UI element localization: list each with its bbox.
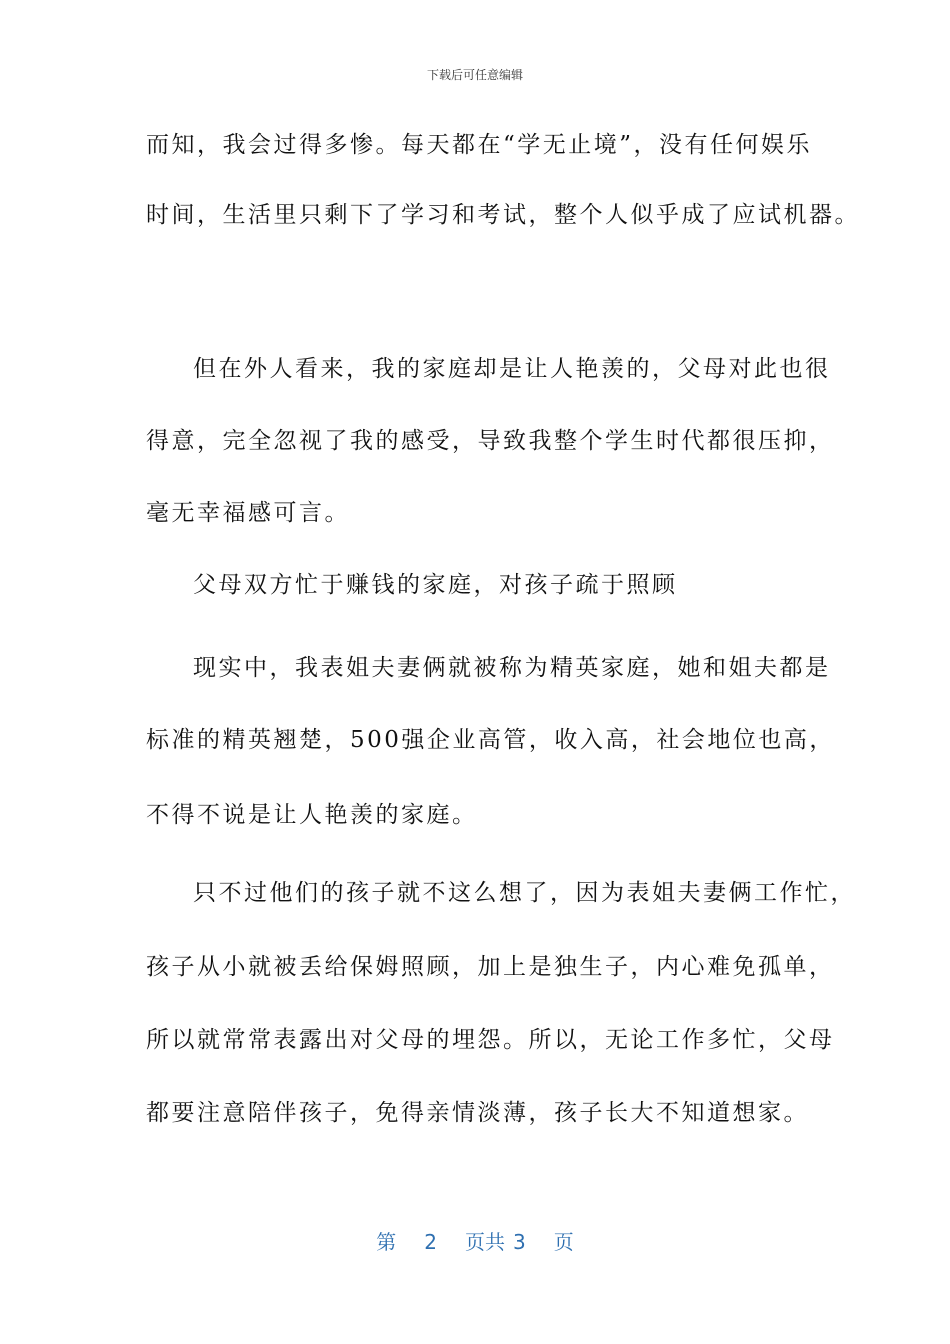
page-header: 下载后可任意编辑 [426,68,523,82]
text-line: 都要注意陪伴孩子，免得亲情淡薄，孩子长大不知道想家。 [146,1100,809,1126]
footer-page-number: 2 [424,1230,437,1254]
footer-total-pages: 3 [513,1230,526,1254]
text-line: 标准的精英翘楚，500强企业高管，收入高，社会地位也高， [146,727,835,753]
footer-middle: 页共 [465,1230,505,1254]
text-line: 时间，生活里只剩下了学习和考试，整个人似乎成了应试机器。 [146,202,860,228]
text-line: 不得不说是让人艳羡的家庭。 [146,802,478,828]
text-line: 但在外人看来，我的家庭却是让人艳羡的，父母对此也很 [193,356,831,382]
text-line: 现实中，我表姐夫妻俩就被称为精英家庭，她和姐夫都是 [193,655,831,681]
section-heading: 父母双方忙于赚钱的家庭，对孩子疏于照顾 [193,572,678,598]
text-line: 只不过他们的孩子就不这么想了，因为表姐夫妻俩工作忙， [193,880,856,906]
text-line: 得意，完全忽视了我的感受，导致我整个学生时代都很压抑， [146,428,835,454]
text-line: 孩子从小就被丢给保姆照顾，加上是独生子，内心难免孤单， [146,954,835,980]
footer-suffix: 页 [553,1230,574,1254]
text-line: 所以就常常表露出对父母的埋怨。所以，无论工作多忙，父母 [146,1027,835,1053]
text-line: 毫无幸福感可言。 [146,500,350,526]
text-line: 而知，我会过得多惨。每天都在“学无止境”，没有任何娱乐 [146,132,813,158]
footer-prefix: 第 [376,1230,397,1254]
page-footer [0,1226,950,1255]
